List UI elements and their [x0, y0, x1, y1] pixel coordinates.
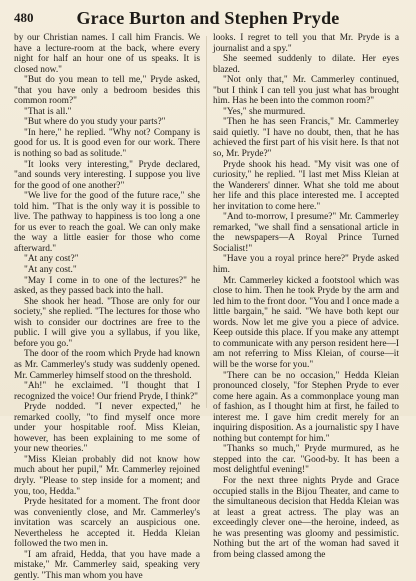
right-column — [213, 33, 399, 560]
paragraph: She seemed suddenly to dilate. Her eyes blazed. — [213, 54, 399, 75]
paragraph: "May I come in to one of the lectures?" he asked, as they passed back into the hall. — [14, 275, 200, 297]
paragraph: "Miss Kleian probably did not know how much about her pupil," Mr. Cammerley rejoined dryly. "Please to step inside for a moment; and you, too, Hedda." — [14, 454, 200, 497]
paragraph: "But do you mean to tell me," Pryde asked, "that you have only a bedroom besides this common room?" — [14, 75, 200, 107]
paragraph: "At any cost?" — [24, 254, 79, 265]
paragraph: "But where do you study your parts?" — [24, 117, 166, 128]
paragraph: "Then he has seen Francis," Mr. Cammerley said quietly. "I have no doubt, then, that he has achieved the first part of his visit here. Is that not so, Mr. Pryde?" — [213, 117, 399, 160]
paragraph: Mr. Cammerley kicked a footstool which was close to him. Then he took Pryde by the arm and led him to the front door. "You and I once made a little bargain," he said. "We have both kept our words. Now let me give you a piece of advice. Keep outside this place. If you make any attempt to communicate with any person resident here—I am not referring to Miss Kleian, of course—it will be the worse for you." — [213, 275, 399, 370]
left-column — [14, 33, 200, 581]
running-title: Grace Burton and Stephen Pryde — [76, 8, 340, 28]
paragraph: by our Christian names. I call him Francis. We have a lecture-room at the back, where every night for half an hour one of us speaks. It is closed now." — [14, 33, 200, 75]
paragraph: "That is all." — [24, 106, 72, 117]
paragraph: The door of the room which Pryde had known as Mr. Cammerley's study was suddenly opened. Mr. Cammerley himself stood on the threshold. — [14, 349, 200, 381]
paragraph: "Yes," she murmured. — [223, 106, 306, 117]
paragraph: "Thanks so much," Pryde murmured, as he stepped into the car. "Good-by. It has been a most delightful evening!" — [213, 444, 399, 476]
page-number: 480 — [14, 10, 34, 25]
paragraph: "Not only that," Mr. Cammerley continued, "but I think I can tell you just what has brought him. Has he been into the common room?" — [213, 75, 399, 107]
paragraph: Pryde hesitated for a moment. The front door was conveniently close, and Mr. Cammerley's invitation was scarcely an auspicious one. Nevertheless he accepted it. Hedda Kleian followed the two men in. — [14, 497, 200, 550]
paragraph: "We live for the good of the future race," she told him. "That is the only way it is possible to live. The pathway to happiness is too long a one for us ever to reach the goal. We can only make the way a little easier for those who come afterward." — [14, 191, 200, 254]
paragraph: Pryde nodded. "I never expected," he remarked coolly, "to find myself once more under your hospitable roof. Miss Kleian, however, has been explaining to me some of your new theories." — [14, 402, 200, 455]
paragraph: "It looks very interesting," Pryde declared, "and sounds very interesting. I suppose you live for the good of one another?" — [14, 159, 200, 191]
paragraph: For the next three nights Pryde and Grace occupied stalls in the Bijou Theater, and came to the simultaneous decision that Hedda Kleian was at least a great actress. The play was an exceedingly clever one—the heroine, indeed, as he was presenting was gloomy and pessimistic. Nothing but the art of the woman had saved it from being classed among the — [213, 475, 399, 560]
paragraph: "Have you a royal prince here?" Pryde asked him. — [213, 254, 399, 276]
paragraph: "There can be no occasion," Hedda Kleian pronounced closely, "for Stephen Pryde to ever come here again. As a commonplace young man of fashion, as I thought him at first, he failed to interest me. I gave him credit merely for an inquiring disposition. As a journalistic spy I have nothing but contempt for him." — [213, 370, 399, 444]
paragraph: "At any cost." — [24, 265, 77, 276]
page-header — [14, 8, 402, 30]
paragraph: "And to-morrow, I presume?" Mr. Cammerley remarked, "we shall find a sensational article in the newspapers—A Royal Prince Turned Socialist!" — [213, 212, 399, 254]
paragraph: looks. I regret to tell you that Mr. Pryde is a journalist and a spy." — [213, 33, 399, 54]
column-divider — [206, 36, 207, 408]
paragraph: "Ah!" he exclaimed. "I thought that I recognized the voice! Our friend Pryde, I think?" — [14, 381, 200, 402]
paragraph: She shook her head. "Those are only for our society," she replied. "The lectures for those who wish to consider our doctrines are free to the public. I will give you a syllabus, if you like, before you go." — [14, 296, 200, 349]
paragraph: Pryde shook his head. "My visit was one of curiosity," he replied. "I last met Miss Kleian at the Wanderers' dinner. What she told me about her life and this place interested me. I accepted her invitation to come here." — [213, 159, 399, 212]
paragraph: "I am afraid, Hedda, that you have made a mistake," Mr. Cammerley said, speaking very gently. "This man whom you have — [14, 549, 200, 581]
paragraph: "In here," he replied. "Why not? Company is good for us. It is good even for our work. There is nothing so bad as solitude." — [14, 127, 200, 160]
